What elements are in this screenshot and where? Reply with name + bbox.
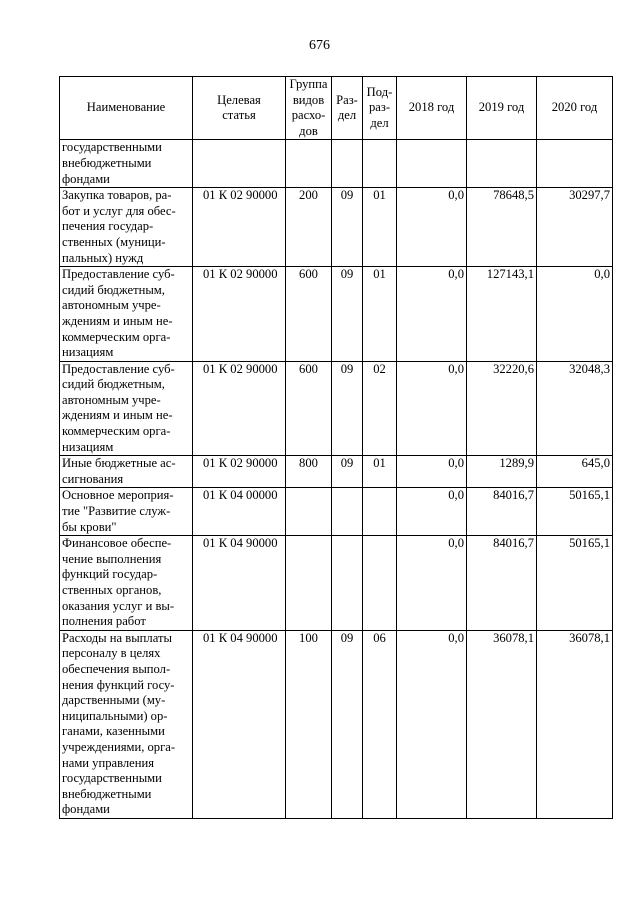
page-number: 676 (309, 38, 330, 53)
row-name: Финансовое обеспе- чение выполнения функций государ- ственных органов, оказания услуг и вы- полнения работ (60, 536, 193, 631)
row-subsection: 01 (363, 456, 397, 488)
row-name: Предоставление суб- сидий бюджетным, автономным учре- ждениям и иным не- коммерческим орга- низациям (60, 267, 193, 362)
row-target: 01 К 02 90000 (193, 456, 286, 488)
row-group: 600 (286, 361, 332, 456)
row-subsection (363, 488, 397, 536)
table-row (60, 630, 613, 818)
row-subsection: 02 (363, 361, 397, 456)
row-2019: 84016,7 (467, 536, 537, 631)
row-target: 01 К 04 90000 (193, 536, 286, 631)
row-2020: 0,0 (537, 267, 613, 362)
row-2020: 36078,1 (537, 630, 613, 818)
row-2019: 78648,5 (467, 188, 537, 267)
table-row (60, 456, 613, 488)
row-2020: 50165,1 (537, 536, 613, 631)
row-group: 800 (286, 456, 332, 488)
row-2020: 645,0 (537, 456, 613, 488)
row-name: Закупка товаров, ра- бот и услуг для обес- печения государ- ственных (муници- пальных) нужд (60, 188, 193, 267)
row-section (332, 536, 363, 631)
row-subsection: 01 (363, 188, 397, 267)
row-name: Расходы на выплаты персоналу в целях обеспечения выпол- нения функций госу- дарственными (му- ниципальными) ор- ганами, казенными учреждениями, орга- нами управления государственными внебюджетными фондами (60, 630, 193, 818)
row-2020 (537, 140, 613, 188)
row-2018: 0,0 (397, 188, 467, 267)
row-group: 600 (286, 267, 332, 362)
row-2018 (397, 140, 467, 188)
row-section (332, 488, 363, 536)
row-target: 01 К 02 90000 (193, 267, 286, 362)
row-group: 100 (286, 630, 332, 818)
row-target: 01 К 02 90000 (193, 361, 286, 456)
row-group (286, 536, 332, 631)
header-target: Целевая статья (193, 77, 286, 140)
row-2019: 127143,1 (467, 267, 537, 362)
row-section: 09 (332, 456, 363, 488)
row-name: Иные бюджетные ас- сигнования (60, 456, 193, 488)
row-subsection: 01 (363, 267, 397, 362)
row-subsection: 06 (363, 630, 397, 818)
row-group (286, 140, 332, 188)
header-2018: 2018 год (397, 77, 467, 140)
table-header-row (60, 77, 613, 140)
row-subsection (363, 536, 397, 631)
row-name: Предоставление суб- сидий бюджетным, автономным учре- ждениям и иным не- коммерческим орга- низациям (60, 361, 193, 456)
row-target: 01 К 04 00000 (193, 488, 286, 536)
row-2020: 32048,3 (537, 361, 613, 456)
row-2020: 30297,7 (537, 188, 613, 267)
row-2018: 0,0 (397, 488, 467, 536)
row-2020: 50165,1 (537, 488, 613, 536)
table-row (60, 536, 613, 631)
row-2018: 0,0 (397, 361, 467, 456)
row-2019: 36078,1 (467, 630, 537, 818)
row-section: 09 (332, 267, 363, 362)
row-2018: 0,0 (397, 630, 467, 818)
row-2019: 32220,6 (467, 361, 537, 456)
header-name: Наименование (60, 77, 193, 140)
row-section (332, 140, 363, 188)
row-2018: 0,0 (397, 536, 467, 631)
header-section: Раз- дел (332, 77, 363, 140)
row-group: 200 (286, 188, 332, 267)
table-row (60, 361, 613, 456)
header-2020: 2020 год (537, 77, 613, 140)
row-2019 (467, 140, 537, 188)
row-subsection (363, 140, 397, 188)
row-target: 01 К 04 90000 (193, 630, 286, 818)
table-row (60, 488, 613, 536)
row-section: 09 (332, 188, 363, 267)
row-2019: 84016,7 (467, 488, 537, 536)
row-target: 01 К 02 90000 (193, 188, 286, 267)
row-section: 09 (332, 361, 363, 456)
row-target (193, 140, 286, 188)
row-section: 09 (332, 630, 363, 818)
table-row (60, 267, 613, 362)
row-2019: 1289,9 (467, 456, 537, 488)
table-body (60, 140, 613, 819)
budget-table (59, 76, 613, 819)
row-group (286, 488, 332, 536)
row-2018: 0,0 (397, 456, 467, 488)
header-group: Группа видов расхо- дов (286, 77, 332, 140)
table-row (60, 188, 613, 267)
header-subsection: Под- раз- дел (363, 77, 397, 140)
header-2019: 2019 год (467, 77, 537, 140)
row-name: Основное мероприя- тие "Развитие служ- бы крови" (60, 488, 193, 536)
row-2018: 0,0 (397, 267, 467, 362)
row-name: государственными внебюджетными фондами (60, 140, 193, 188)
table-row (60, 140, 613, 188)
